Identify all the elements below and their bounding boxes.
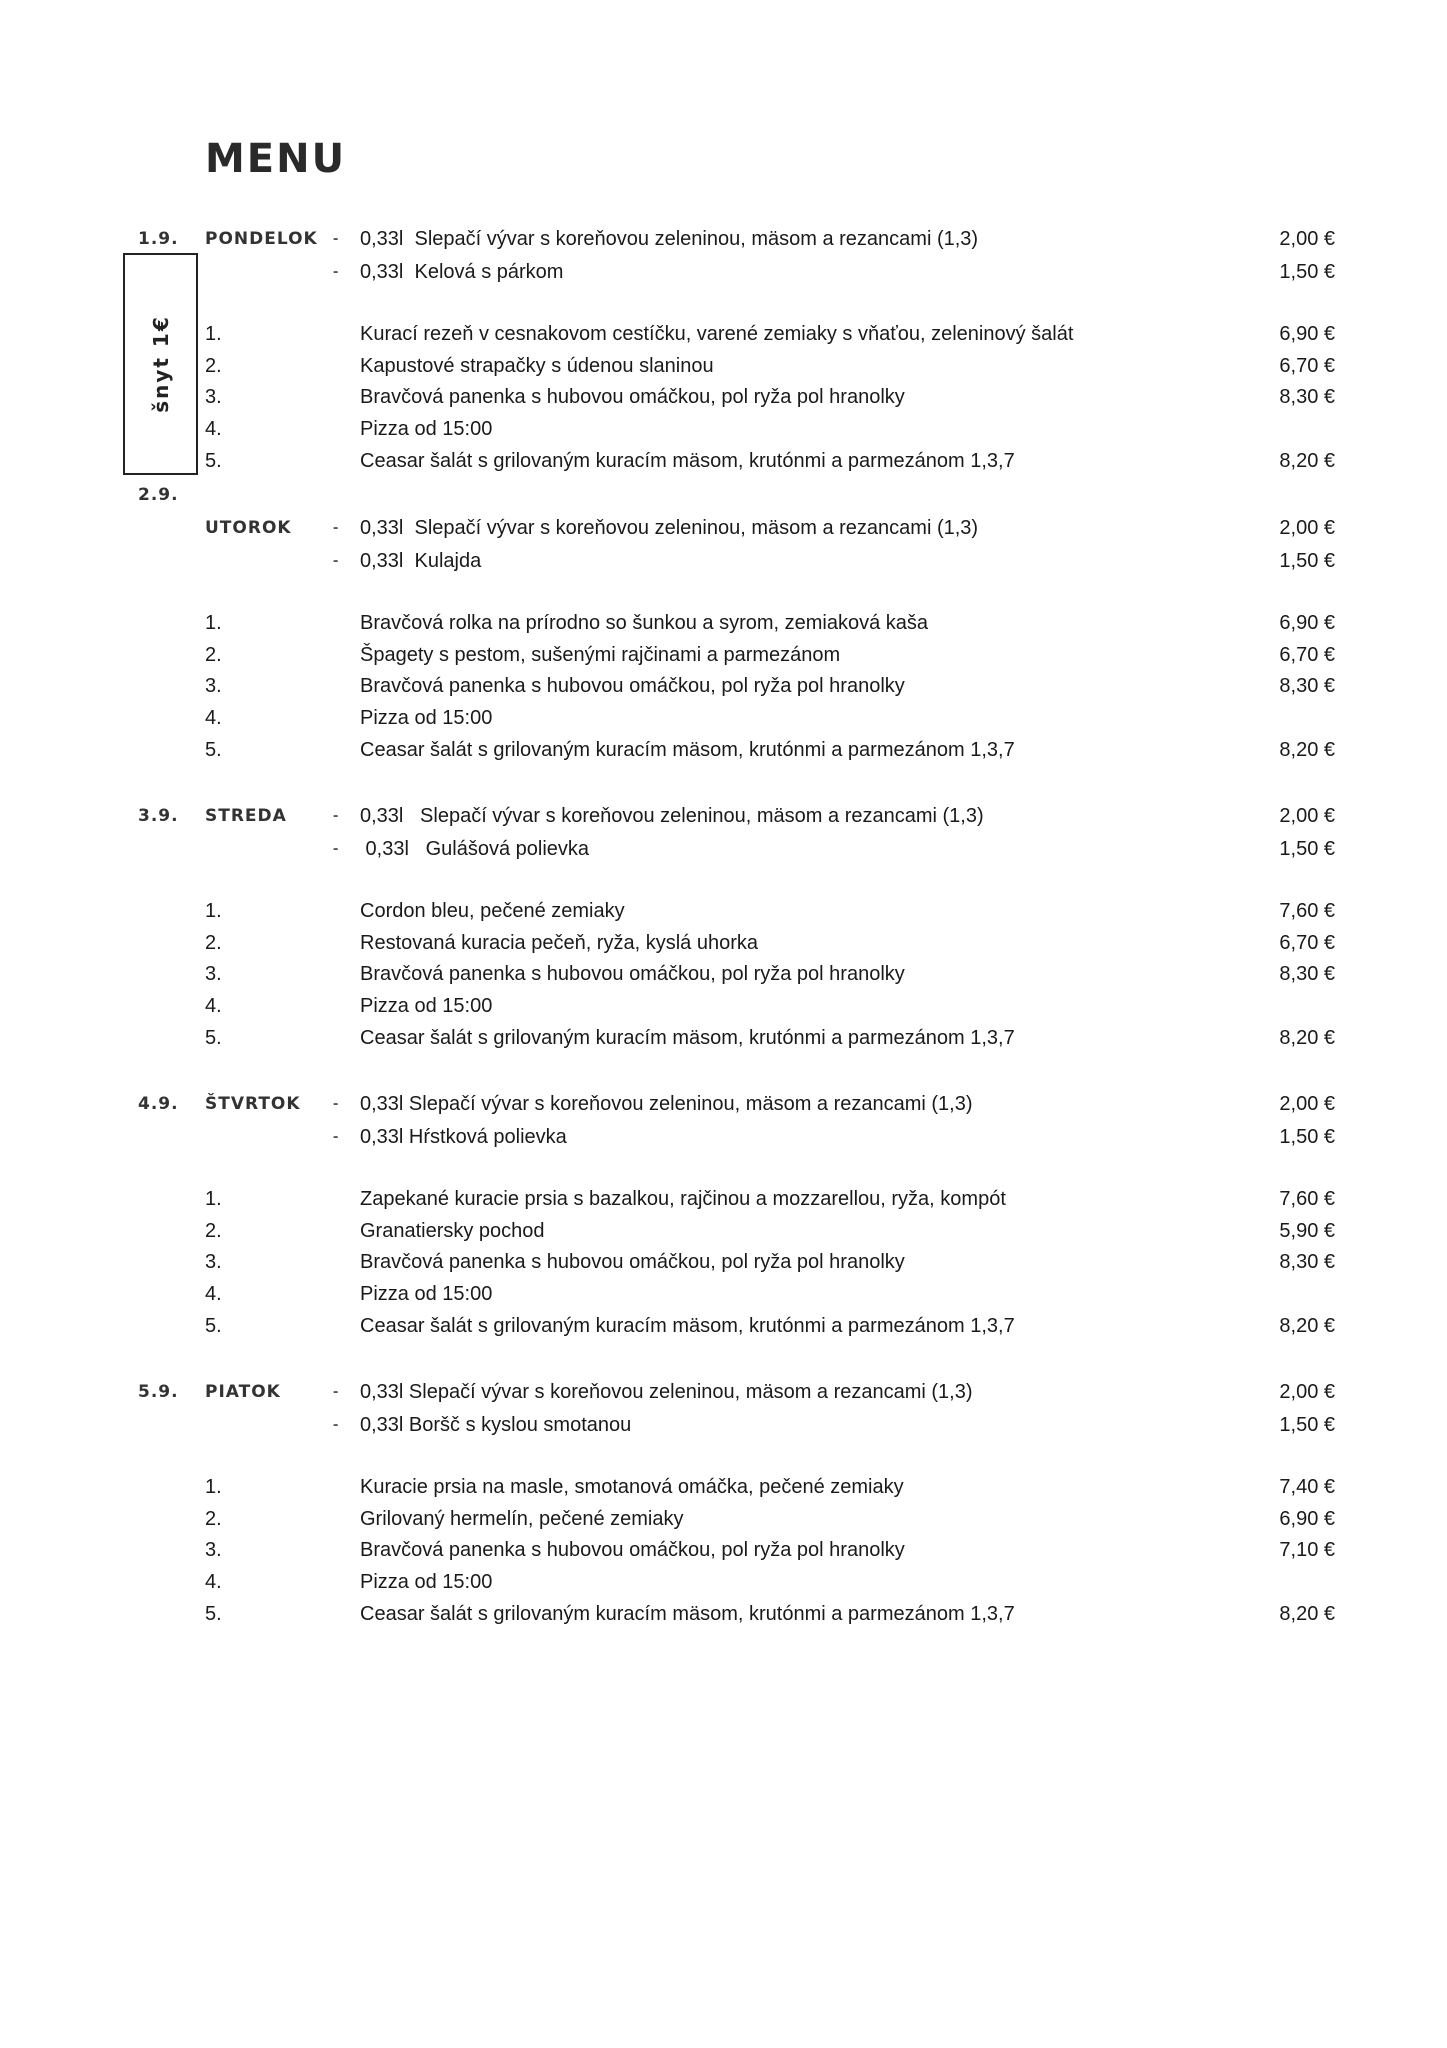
- soup-bullet: -: [333, 840, 339, 857]
- dish-row: [0, 1503, 1447, 1535]
- dish-number: 1.: [205, 1188, 222, 1210]
- dish-price: 8,20 €: [1279, 1026, 1335, 1049]
- dish-price: 6,90 €: [1279, 612, 1335, 634]
- dish-row: [0, 445, 1447, 477]
- soup-bullet: -: [333, 1416, 339, 1433]
- dish-number: 3.: [205, 1251, 222, 1274]
- soup-row: [0, 1088, 1447, 1120]
- dish-number: 3.: [205, 386, 222, 409]
- dish-row: [0, 381, 1447, 413]
- dish-name: Špagety s pestom, sušenými rajčinami a parmezánom: [360, 643, 841, 666]
- dish-name: Kapustové strapačky s údenou slaninou: [360, 354, 714, 377]
- dish-row: [0, 895, 1447, 927]
- dish-row: [0, 413, 1447, 445]
- dish-row: [0, 1534, 1447, 1566]
- dish-price: 8,20 €: [1279, 449, 1335, 472]
- soup-bullet: -: [333, 552, 339, 569]
- dish-price: 7,60 €: [1279, 900, 1335, 922]
- dish-number: 3.: [205, 1539, 222, 1562]
- day-name: ŠTVRTOK: [205, 1094, 301, 1114]
- dish-number: 4.: [205, 995, 222, 1018]
- dish-name: Pizza od 15:00: [360, 418, 493, 441]
- soup-name: 0,33l Slepačí vývar s koreňovou zeleninou, mäsom a rezancami (1,3): [360, 805, 984, 827]
- dish-price: 6,70 €: [1279, 931, 1335, 954]
- dish-number: 5.: [205, 738, 222, 761]
- dish-price: 6,70 €: [1279, 643, 1335, 666]
- dish-number: 5.: [205, 449, 222, 472]
- soup-name: 0,33l Hŕstková polievka: [360, 1126, 567, 1148]
- dish-number: 2.: [205, 931, 222, 954]
- dish-row: [0, 990, 1447, 1022]
- dish-row: [0, 1246, 1447, 1278]
- dish-name: Zapekané kuracie prsia s bazalkou, rajčinou a mozzarellou, ryža, kompót: [360, 1188, 1006, 1210]
- dish-row: [0, 1598, 1447, 1630]
- dish-row: [0, 639, 1447, 671]
- dish-name: Kurací rezeň v cesnakovom cestíčku, varené zemiaky s vňaťou, zeleninový šalát: [360, 323, 1074, 345]
- soup-name: 0,33l Kulajda: [360, 550, 482, 572]
- dish-row: [0, 1471, 1447, 1503]
- dish-number: 3.: [205, 675, 222, 698]
- dish-price: 8,30 €: [1279, 1251, 1335, 1274]
- dish-name: Pizza od 15:00: [360, 707, 493, 730]
- dish-number: 2.: [205, 643, 222, 666]
- dish-name: Pizza od 15:00: [360, 995, 493, 1018]
- soup-bullet: -: [333, 263, 339, 280]
- dish-price: 8,30 €: [1279, 963, 1335, 986]
- soup-price: 2,00 €: [1279, 1093, 1335, 1115]
- soup-price: 2,00 €: [1279, 805, 1335, 827]
- day-date: 4.9.: [138, 1094, 179, 1114]
- dish-row: [0, 318, 1447, 350]
- soup-bullet: -: [333, 807, 339, 824]
- soup-bullet: -: [333, 1128, 339, 1145]
- dish-number: 2.: [205, 1219, 222, 1242]
- soup-name: 0,33l Boršč s kyslou smotanou: [360, 1414, 632, 1436]
- dish-name: Pizza od 15:00: [360, 1571, 493, 1594]
- dish-price: 7,40 €: [1279, 1476, 1335, 1498]
- dish-name: Cordon bleu, pečené zemiaky: [360, 900, 625, 922]
- dish-price: 7,60 €: [1279, 1188, 1335, 1210]
- soup-price: 2,00 €: [1279, 1381, 1335, 1403]
- dish-name: Pizza od 15:00: [360, 1283, 493, 1306]
- dish-number: 3.: [205, 963, 222, 986]
- soup-row: [0, 1409, 1447, 1441]
- dish-row: [0, 1278, 1447, 1310]
- dish-number: 4.: [205, 1571, 222, 1594]
- soup-row: [0, 833, 1447, 865]
- dish-number: 1.: [205, 323, 222, 345]
- dish-number: 5.: [205, 1602, 222, 1625]
- soup-name: 0,33l Gulášová polievka: [360, 838, 590, 860]
- side-note-text: šnyt 1€: [148, 315, 173, 413]
- dish-name: Ceasar šalát s grilovaným kuracím mäsom, krutónmi a parmezánom 1,3,7: [360, 1314, 1015, 1337]
- soup-price: 1,50 €: [1279, 550, 1335, 572]
- dish-name: Restovaná kuracia pečeň, ryža, kyslá uhorka: [360, 931, 758, 954]
- soup-price: 1,50 €: [1279, 1126, 1335, 1148]
- dish-number: 2.: [205, 1507, 222, 1530]
- dish-name: Ceasar šalát s grilovaným kuracím mäsom, krutónmi a parmezánom 1,3,7: [360, 1026, 1015, 1049]
- soup-bullet: -: [333, 1095, 339, 1112]
- dish-number: 5.: [205, 1026, 222, 1049]
- dish-number: 1.: [205, 900, 222, 922]
- dish-number: 5.: [205, 1314, 222, 1337]
- soup-bullet: -: [333, 519, 339, 536]
- soup-name: 0,33l Slepačí vývar s koreňovou zeleninou, mäsom a rezancami (1,3): [360, 1093, 973, 1115]
- soup-bullet: -: [333, 230, 339, 247]
- soup-row: [0, 223, 1447, 255]
- soup-price: 1,50 €: [1279, 261, 1335, 283]
- dish-number: 4.: [205, 1283, 222, 1306]
- soup-row: [0, 800, 1447, 832]
- soup-name: 0,33l Slepačí vývar s koreňovou zeleninou, mäsom a rezancami (1,3): [360, 517, 979, 539]
- day-date: 1.9.: [138, 229, 179, 249]
- day-date: 5.9.: [138, 1382, 179, 1402]
- dish-price: 8,30 €: [1279, 675, 1335, 698]
- dish-name: Bravčová panenka s hubovou omáčkou, pol ryža pol hranolky: [360, 675, 905, 698]
- dish-name: Bravčová panenka s hubovou omáčkou, pol ryža pol hranolky: [360, 1539, 905, 1562]
- dish-number: 4.: [205, 418, 222, 441]
- dish-number: 4.: [205, 707, 222, 730]
- dish-row: [0, 702, 1447, 734]
- dish-name: Grilovaný hermelín, pečené zemiaky: [360, 1507, 684, 1530]
- soup-name: 0,33l Kelová s párkom: [360, 261, 564, 283]
- menu-title: MENU: [205, 136, 347, 182]
- soup-name: 0,33l Slepačí vývar s koreňovou zeleninou, mäsom a rezancami (1,3): [360, 228, 979, 250]
- dish-row: [0, 927, 1447, 959]
- dish-row: [0, 1022, 1447, 1054]
- dish-price: 6,70 €: [1279, 354, 1335, 377]
- soup-row: [0, 1376, 1447, 1408]
- dish-number: 2.: [205, 354, 222, 377]
- dish-price: 7,10 €: [1279, 1539, 1335, 1562]
- dish-price: 8,20 €: [1279, 1314, 1335, 1337]
- dish-name: Bravčová rolka na prírodno so šunkou a syrom, zemiaková kaša: [360, 612, 929, 634]
- soup-row: [0, 545, 1447, 577]
- dish-name: Bravčová panenka s hubovou omáčkou, pol ryža pol hranolky: [360, 1251, 905, 1274]
- dish-row: [0, 1215, 1447, 1247]
- dish-price: 6,90 €: [1279, 323, 1335, 345]
- dish-name: Kuracie prsia na masle, smotanová omáčka, pečené zemiaky: [360, 1476, 904, 1498]
- soup-row: [0, 1121, 1447, 1153]
- dish-name: Ceasar šalát s grilovaným kuracím mäsom, krutónmi a parmezánom 1,3,7: [360, 1602, 1015, 1625]
- dish-number: 1.: [205, 1476, 222, 1498]
- dish-name: Bravčová panenka s hubovou omáčkou, pol ryža pol hranolky: [360, 963, 905, 986]
- dish-row: [0, 958, 1447, 990]
- dish-price: 8,30 €: [1279, 386, 1335, 409]
- dish-row: [0, 350, 1447, 382]
- day-name: PONDELOK: [205, 229, 318, 249]
- day-name: UTOROK: [205, 518, 292, 538]
- dish-row: [0, 1310, 1447, 1342]
- dish-number: 1.: [205, 612, 222, 634]
- dish-name: Bravčová panenka s hubovou omáčkou, pol ryža pol hranolky: [360, 386, 905, 409]
- soup-name: 0,33l Slepačí vývar s koreňovou zeleninou, mäsom a rezancami (1,3): [360, 1381, 973, 1403]
- soup-row: [0, 485, 1447, 544]
- dish-price: 8,20 €: [1279, 1602, 1335, 1625]
- dish-row: [0, 734, 1447, 766]
- dish-price: 8,20 €: [1279, 738, 1335, 761]
- soup-row: [0, 256, 1447, 288]
- soup-price: 1,50 €: [1279, 838, 1335, 860]
- soup-price: 2,00 €: [1279, 517, 1335, 539]
- dish-row: [0, 1183, 1447, 1215]
- dish-name: Granatiersky pochod: [360, 1219, 545, 1242]
- dish-row: [0, 607, 1447, 639]
- dish-name: Ceasar šalát s grilovaným kuracím mäsom, krutónmi a parmezánom 1,3,7: [360, 449, 1015, 472]
- soup-price: 2,00 €: [1279, 228, 1335, 250]
- dish-name: Ceasar šalát s grilovaným kuracím mäsom, krutónmi a parmezánom 1,3,7: [360, 738, 1015, 761]
- dish-row: [0, 670, 1447, 702]
- dish-price: 5,90 €: [1279, 1219, 1335, 1242]
- day-name: STREDA: [205, 806, 287, 826]
- dish-price: 6,90 €: [1279, 1507, 1335, 1530]
- day-date: 2.9.: [138, 485, 179, 505]
- soup-bullet: -: [333, 1383, 339, 1400]
- dish-row: [0, 1566, 1447, 1598]
- day-date: 3.9.: [138, 806, 179, 826]
- soup-price: 1,50 €: [1279, 1414, 1335, 1436]
- day-name: PIATOK: [205, 1382, 281, 1402]
